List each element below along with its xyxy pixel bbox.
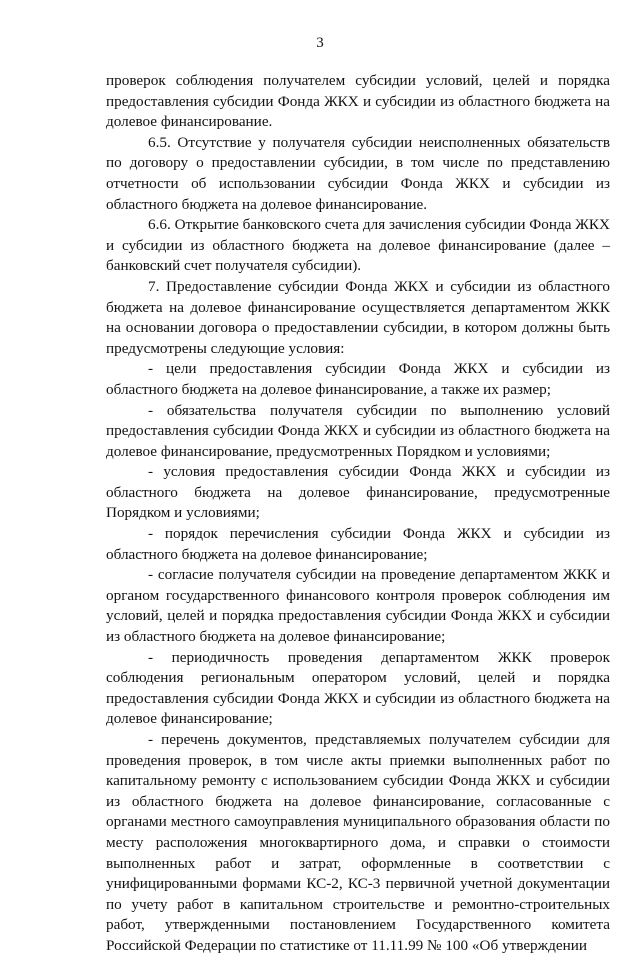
list-item-documents: - перечень документов, представляемых получателем субсидии для проведения проверок, в том числе акты приемки выполненных работ по капитальному ремонту с использованием субсидии Фонда ЖКХ и субсидии из областного бюджета на долевое финансирование, согласованные с органами местного самоуправления муниципального образования области по месту расположения многоквартирного дома, и справки о стоимости выполненных работ и затрат, оформленные в соответствии с унифицированными формами КС-2, КС-3 первичной учетной документации по учету работ в капитальном строительстве и ремонтно-строительных работ, утвержденными постановлением Государственного комитета Российской Федерации по статистике от 11.11.99 № 100 «Об утверждении <box>106 731 610 954</box>
list-item-obligations: - обязательства получателя субсидии по выполнению условий предоставления субсидии Фонда ЖКХ и субсидии из областного бюджета на долевое финансирование, предусмотренных Порядком и условиями; <box>106 401 610 460</box>
list-item-periodicity: - периодичность проведения департаментом ЖКК проверок соблюдения региональным оператором условий, целей и порядка предоставления субсидии Фонда ЖКХ и субсидии из областного бюджета на долевое финансирование; <box>106 648 610 728</box>
paragraph-6-6: 6.6. Открытие банковского счета для зачисления субсидии Фонда ЖКХ и субсидии из областного бюджета на долевое финансирование (далее – банковский счет получателя субсидии). <box>106 216 610 275</box>
list-item-conditions: - условия предоставления субсидии Фонда ЖКХ и субсидии из областного бюджета на долевое финансирование, предусмотренные Порядком и условиями; <box>106 463 610 522</box>
document-body <box>106 71 610 957</box>
paragraph-7: 7. Предоставление субсидии Фонда ЖКХ и субсидии из областного бюджета на долевое финансирование осуществляется департаментом ЖКК на основании договора о предоставлении субсидии, в котором должны быть предусмотрены следующие условия: <box>106 277 610 357</box>
list-item-goals: - цели предоставления субсидии Фонда ЖКХ и субсидии из областного бюджета на долевое финансирование, а также их размер; <box>106 360 610 398</box>
paragraph-continuation: проверок соблюдения получателем субсидии условий, целей и порядка предоставления субсидии Фонда ЖКХ и субсидии из областного бюджета на долевое финансирование. <box>106 72 610 131</box>
page-number: 3 <box>316 35 324 51</box>
paragraph-6-5: 6.5. Отсутствие у получателя субсидии неисполненных обязательств по договору о предоставлении субсидии, в том числе по представлению отчетности об использовании субсидии Фонда ЖКХ и субсидии из областного бюджета на долевое финансирование. <box>106 133 610 213</box>
list-item-transfer-order: - порядок перечисления субсидии Фонда ЖКХ и субсидии из областного бюджета на долевое финансирование; <box>106 525 610 563</box>
list-item-consent: - согласие получателя субсидии на проведение департаментом ЖКК и органом государственного финансового контроля проверок соблюдения им условий, целей и порядка предоставления субсидии Фонда ЖКХ и субсидии из областного бюджета на долевое финансирование; <box>106 566 610 646</box>
